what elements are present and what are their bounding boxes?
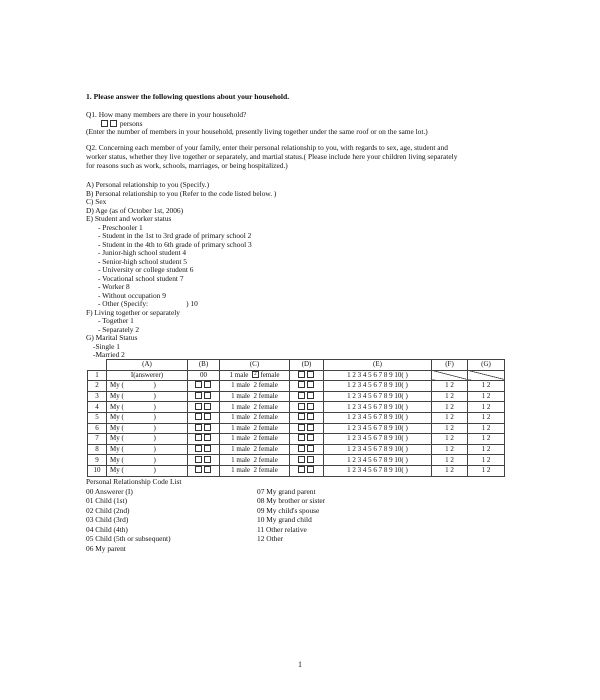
cell-a[interactable] [107, 444, 188, 455]
relationship-prefix: My ( [110, 392, 124, 401]
cell-b[interactable] [188, 381, 220, 392]
household-table [87, 359, 505, 477]
row-number: 10 [88, 465, 107, 476]
code-item: 09 My child's spouse [257, 505, 320, 515]
cell-f-na [432, 370, 468, 381]
digit-box[interactable] [204, 381, 211, 388]
digit-box[interactable] [195, 403, 202, 410]
male-option[interactable]: 1 male [231, 392, 251, 401]
e-option: - Preschooler 1 [98, 222, 143, 232]
cell-g[interactable]: 1 2 [468, 434, 505, 445]
relationship-prefix: My ( [110, 434, 124, 443]
cell-e[interactable]: 1 2 3 4 5 6 7 8 9 10( ) [324, 381, 432, 392]
code-list-title: Personal Relationship Code List [86, 477, 182, 486]
female-option[interactable]: 2 female [253, 455, 278, 464]
cell-b[interactable] [188, 412, 220, 423]
digit-box[interactable] [204, 392, 211, 399]
female-option[interactable]: 2 female [253, 413, 278, 422]
female-option[interactable]: 2 female [253, 445, 278, 454]
q2-line: worker status, whether they live together or separately, and martial status.( Please include here your children living separately [86, 152, 458, 161]
digit-box[interactable] [298, 371, 305, 378]
row-number: 9 [88, 455, 107, 466]
row-number: 1 [88, 370, 107, 381]
cell-d[interactable] [290, 402, 324, 413]
header-g: (G) [468, 360, 505, 371]
cell-c[interactable] [220, 465, 290, 476]
code-item: 02 Child (2nd) [86, 505, 130, 515]
table-row [88, 412, 505, 423]
male-option[interactable]: 1 male [231, 423, 251, 432]
e-option: - Senior-high school student 5 [98, 256, 187, 266]
cell-e[interactable]: 1 2 3 4 5 6 7 8 9 10( ) [324, 423, 432, 434]
cell-c[interactable] [220, 444, 290, 455]
cell-g[interactable]: 1 2 [468, 381, 505, 392]
legend-item-c: C) Sex [86, 197, 107, 206]
cell-g[interactable]: 1 2 [468, 465, 505, 476]
code-list [86, 477, 326, 553]
code-item: 05 Child (5th or subsequent) [86, 534, 171, 543]
cell-e[interactable]: 1 2 3 4 5 6 7 8 9 10( ) [324, 412, 432, 423]
cell-d[interactable] [290, 381, 324, 392]
digit-box[interactable] [195, 445, 202, 452]
relationship-close: ) [153, 413, 156, 422]
cell-c[interactable] [220, 434, 290, 445]
cell-d[interactable] [290, 370, 324, 381]
legend-item-f: F) Living together or separately [86, 307, 180, 317]
q2-line: Q2. Concerning each member of your family, enter their personal relationship to you, with regards to sex, age, student and [86, 143, 448, 152]
male-option[interactable]: 1 male [231, 466, 251, 475]
cell-f[interactable]: 1 2 [432, 391, 468, 402]
code-item: 10 My grand child [257, 515, 312, 524]
female-option[interactable]: 2 female [253, 423, 278, 432]
digit-box[interactable] [307, 371, 314, 378]
cell-f[interactable]: 1 2 [432, 465, 468, 476]
row-number: 5 [88, 412, 107, 423]
female-option[interactable]: 2 female [253, 392, 278, 401]
digit-box[interactable] [298, 456, 305, 463]
e-option: - University or college student 6 [98, 265, 194, 274]
header-d: (D) [290, 360, 324, 371]
cell-a: I(answerer) [107, 370, 188, 381]
cell-f[interactable]: 1 2 [432, 381, 468, 392]
header-e: (E) [324, 360, 432, 371]
relationship-prefix: My ( [110, 402, 124, 411]
cell-a[interactable] [107, 455, 188, 466]
row-number: 4 [88, 402, 107, 413]
cell-g[interactable]: 1 2 [468, 455, 505, 466]
row-number: 8 [88, 444, 107, 455]
cell-c[interactable] [220, 402, 290, 413]
e-option: - Vocational school student 7 [98, 273, 184, 283]
cell-a[interactable] [107, 402, 188, 413]
code-item: 04 Child (4th) [86, 524, 128, 534]
female-mark: 2 [252, 371, 259, 378]
cell-d[interactable] [290, 455, 324, 466]
cell-f[interactable]: 1 2 [432, 434, 468, 445]
table-row [88, 391, 505, 402]
cell-g-na [468, 370, 505, 381]
e-option: - Without occupation 9 [98, 290, 166, 300]
digit-box[interactable] [195, 434, 202, 441]
digit-box[interactable] [204, 445, 211, 452]
cell-d[interactable] [290, 465, 324, 476]
relationship-close: ) [153, 381, 156, 390]
cell-c[interactable] [220, 391, 290, 402]
code-item: 11 Other relative [257, 524, 307, 534]
digit-box[interactable] [204, 434, 211, 441]
e-option: - Junior-high school student 4 [98, 248, 187, 257]
cell-b[interactable] [188, 465, 220, 476]
cell-f[interactable]: 1 2 [432, 455, 468, 466]
relationship-prefix: My ( [110, 381, 124, 390]
header-b: (B) [188, 360, 220, 371]
cell-d[interactable] [290, 423, 324, 434]
q1-unit: persons [119, 119, 143, 128]
legend-item-d: D) Age (as of October 1st, 2006) [86, 205, 184, 215]
row-number: 3 [88, 391, 107, 402]
cell-b[interactable] [188, 423, 220, 434]
q2-line: for reasons such as work, schools, marriages, or being hospitalized.) [86, 161, 288, 170]
row-number: 7 [88, 434, 107, 445]
code-item: 01 Child (1st) [86, 496, 128, 505]
header-f: (F) [432, 360, 468, 371]
relationship-close: ) [153, 423, 156, 432]
relationship-prefix: My ( [110, 445, 124, 454]
cell-f[interactable]: 1 2 [432, 412, 468, 423]
digit-box[interactable] [298, 424, 305, 431]
female-option[interactable]: 2 female [253, 402, 278, 411]
digit-box[interactable] [195, 392, 202, 399]
code-item: 08 My brother or sister [257, 496, 326, 505]
digit-box[interactable] [204, 456, 211, 463]
cell-g[interactable]: 1 2 [468, 423, 505, 434]
f-option: - Separately 2 [98, 324, 140, 334]
relationship-close: ) [153, 434, 156, 443]
cell-d[interactable] [290, 391, 324, 402]
digit-box[interactable] [307, 381, 314, 388]
digit-box[interactable] [307, 413, 314, 420]
cell-b[interactable] [188, 455, 220, 466]
female-option: female [260, 370, 280, 379]
f-option: - Together 1 [98, 316, 134, 325]
digit-box[interactable] [307, 392, 314, 399]
table-row [88, 370, 505, 381]
e-option: - Student in the 1st to 3rd grade of primary school 2 [98, 231, 252, 240]
cell-a[interactable] [107, 412, 188, 423]
relationship-prefix: My ( [110, 466, 124, 475]
digit-box[interactable] [298, 466, 305, 473]
relationship-prefix: My ( [110, 413, 124, 422]
cell-a[interactable] [107, 423, 188, 434]
header-a: (A) [107, 360, 188, 371]
cell-f[interactable]: 1 2 [432, 444, 468, 455]
cell-e[interactable]: 1 2 3 4 5 6 7 8 9 10( ) [324, 370, 432, 381]
table-row [88, 402, 505, 413]
male-option: 1 male [229, 370, 249, 379]
digit-box[interactable] [195, 381, 202, 388]
digit-box[interactable] [298, 434, 305, 441]
e-other-code: ) 10 [186, 299, 198, 308]
male-option[interactable]: 1 male [231, 434, 251, 443]
digit-box[interactable] [307, 403, 314, 410]
table-row [88, 423, 505, 434]
cell-g[interactable]: 1 2 [468, 412, 505, 423]
code-item: 12 Other [257, 534, 284, 543]
cell-c[interactable] [220, 423, 290, 434]
code-item: 06 My parent [86, 543, 126, 553]
cell-f[interactable]: 1 2 [432, 423, 468, 434]
digit-box[interactable] [298, 392, 305, 399]
cell-e[interactable]: 1 2 3 4 5 6 7 8 9 10( ) [324, 465, 432, 476]
section-title: 1. Please answer the following questions about your household. [86, 92, 290, 101]
code-item: 00 Answerer (I) [86, 486, 133, 496]
cell-c [220, 370, 290, 381]
cell-a[interactable] [107, 381, 188, 392]
digit-box[interactable] [298, 413, 305, 420]
digit-box[interactable] [204, 466, 211, 473]
header-c: (C) [220, 360, 290, 371]
e-other-label: - Other (Specify: [98, 299, 149, 308]
code-col-2 [257, 487, 397, 544]
cell-g[interactable]: 1 2 [468, 444, 505, 455]
cell-e[interactable]: 1 2 3 4 5 6 7 8 9 10( ) [324, 402, 432, 413]
relationship-close: ) [153, 455, 156, 464]
digit-box[interactable] [307, 456, 314, 463]
digit-box[interactable] [298, 403, 305, 410]
code-item: 07 My grand parent [257, 486, 316, 496]
cell-c[interactable] [220, 455, 290, 466]
cell-g[interactable]: 1 2 [468, 402, 505, 413]
cell-e[interactable]: 1 2 3 4 5 6 7 8 9 10( ) [324, 391, 432, 402]
male-option[interactable]: 1 male [231, 381, 251, 390]
cell-d[interactable] [290, 434, 324, 445]
relationship-close: ) [153, 402, 156, 411]
table-row [88, 465, 505, 476]
cell-b[interactable] [188, 402, 220, 413]
male-option[interactable]: 1 male [231, 402, 251, 411]
row-number: 2 [88, 381, 107, 392]
cell-a[interactable] [107, 465, 188, 476]
table-row [88, 381, 505, 392]
digit-box[interactable] [195, 466, 202, 473]
cell-d[interactable] [290, 412, 324, 423]
relationship-close: ) [153, 392, 156, 401]
legend-item-e: E) Student and worker status [86, 214, 172, 223]
cell-d[interactable] [290, 444, 324, 455]
cell-f[interactable]: 1 2 [432, 402, 468, 413]
e-option: - Student in the 4th to 6th grade of primary school 3 [98, 239, 252, 249]
female-option[interactable]: 2 female [253, 466, 278, 475]
code-item: 03 Child (3rd) [86, 515, 129, 524]
digit-box[interactable] [307, 434, 314, 441]
e-option: - Worker 8 [98, 282, 130, 291]
relationship-close: ) [153, 445, 156, 454]
table-row [88, 444, 505, 455]
digit-box[interactable] [298, 381, 305, 388]
cell-a[interactable] [107, 391, 188, 402]
cell-b[interactable] [188, 434, 220, 445]
digit-box[interactable] [307, 466, 314, 473]
female-option[interactable]: 2 female [253, 381, 278, 390]
header-blank [88, 360, 107, 371]
digit-box[interactable] [204, 403, 211, 410]
legend-item-a: A) Personal relationship to you (Specify.) [86, 180, 210, 189]
relationship-prefix: My ( [110, 423, 124, 432]
digit-box[interactable] [195, 456, 202, 463]
digit-box[interactable] [204, 413, 211, 420]
code-col-1 [86, 487, 181, 554]
q1-note: (Enter the number of members in your household, presently living together under the same roof or on the same lot.) [86, 127, 428, 136]
legend-item-b: B) Personal relationship to you (Refer to the code listed below. ) [86, 188, 277, 198]
cell-e[interactable]: 1 2 3 4 5 6 7 8 9 10( ) [324, 444, 432, 455]
cell-c[interactable] [220, 381, 290, 392]
male-option[interactable]: 1 male [231, 445, 251, 454]
female-option[interactable]: 2 female [253, 434, 278, 443]
q1-question: Q1. How many members are there in your household? [86, 110, 247, 119]
relationship-close: ) [153, 466, 156, 475]
page-number: 1 [298, 660, 302, 669]
row-number: 6 [88, 423, 107, 434]
table-header-row [88, 360, 505, 371]
cell-a[interactable] [107, 434, 188, 445]
table-row [88, 455, 505, 466]
relationship-prefix: My ( [110, 455, 124, 464]
g-option: -Single 1 [93, 341, 120, 351]
male-option[interactable]: 1 male [231, 413, 251, 422]
legend-item-g: G) Marital Status [86, 333, 138, 342]
digit-box[interactable] [204, 424, 211, 431]
cell-b[interactable] [188, 444, 220, 455]
cell-g[interactable]: 1 2 [468, 391, 505, 402]
cell-c[interactable] [220, 412, 290, 423]
cell-b: 00 [188, 370, 220, 381]
table-row [88, 434, 505, 445]
digit-box[interactable] [195, 424, 202, 431]
digit-box[interactable] [298, 445, 305, 452]
cell-b[interactable] [188, 391, 220, 402]
male-option[interactable]: 1 male [231, 455, 251, 464]
digit-box[interactable] [101, 120, 108, 127]
digit-box[interactable] [307, 445, 314, 452]
cell-e[interactable]: 1 2 3 4 5 6 7 8 9 10( ) [324, 455, 432, 466]
cell-e[interactable]: 1 2 3 4 5 6 7 8 9 10( ) [324, 434, 432, 445]
g-option: -Married 2 [93, 350, 125, 359]
digit-box[interactable] [110, 120, 117, 127]
digit-box[interactable] [195, 413, 202, 420]
digit-box[interactable] [307, 424, 314, 431]
